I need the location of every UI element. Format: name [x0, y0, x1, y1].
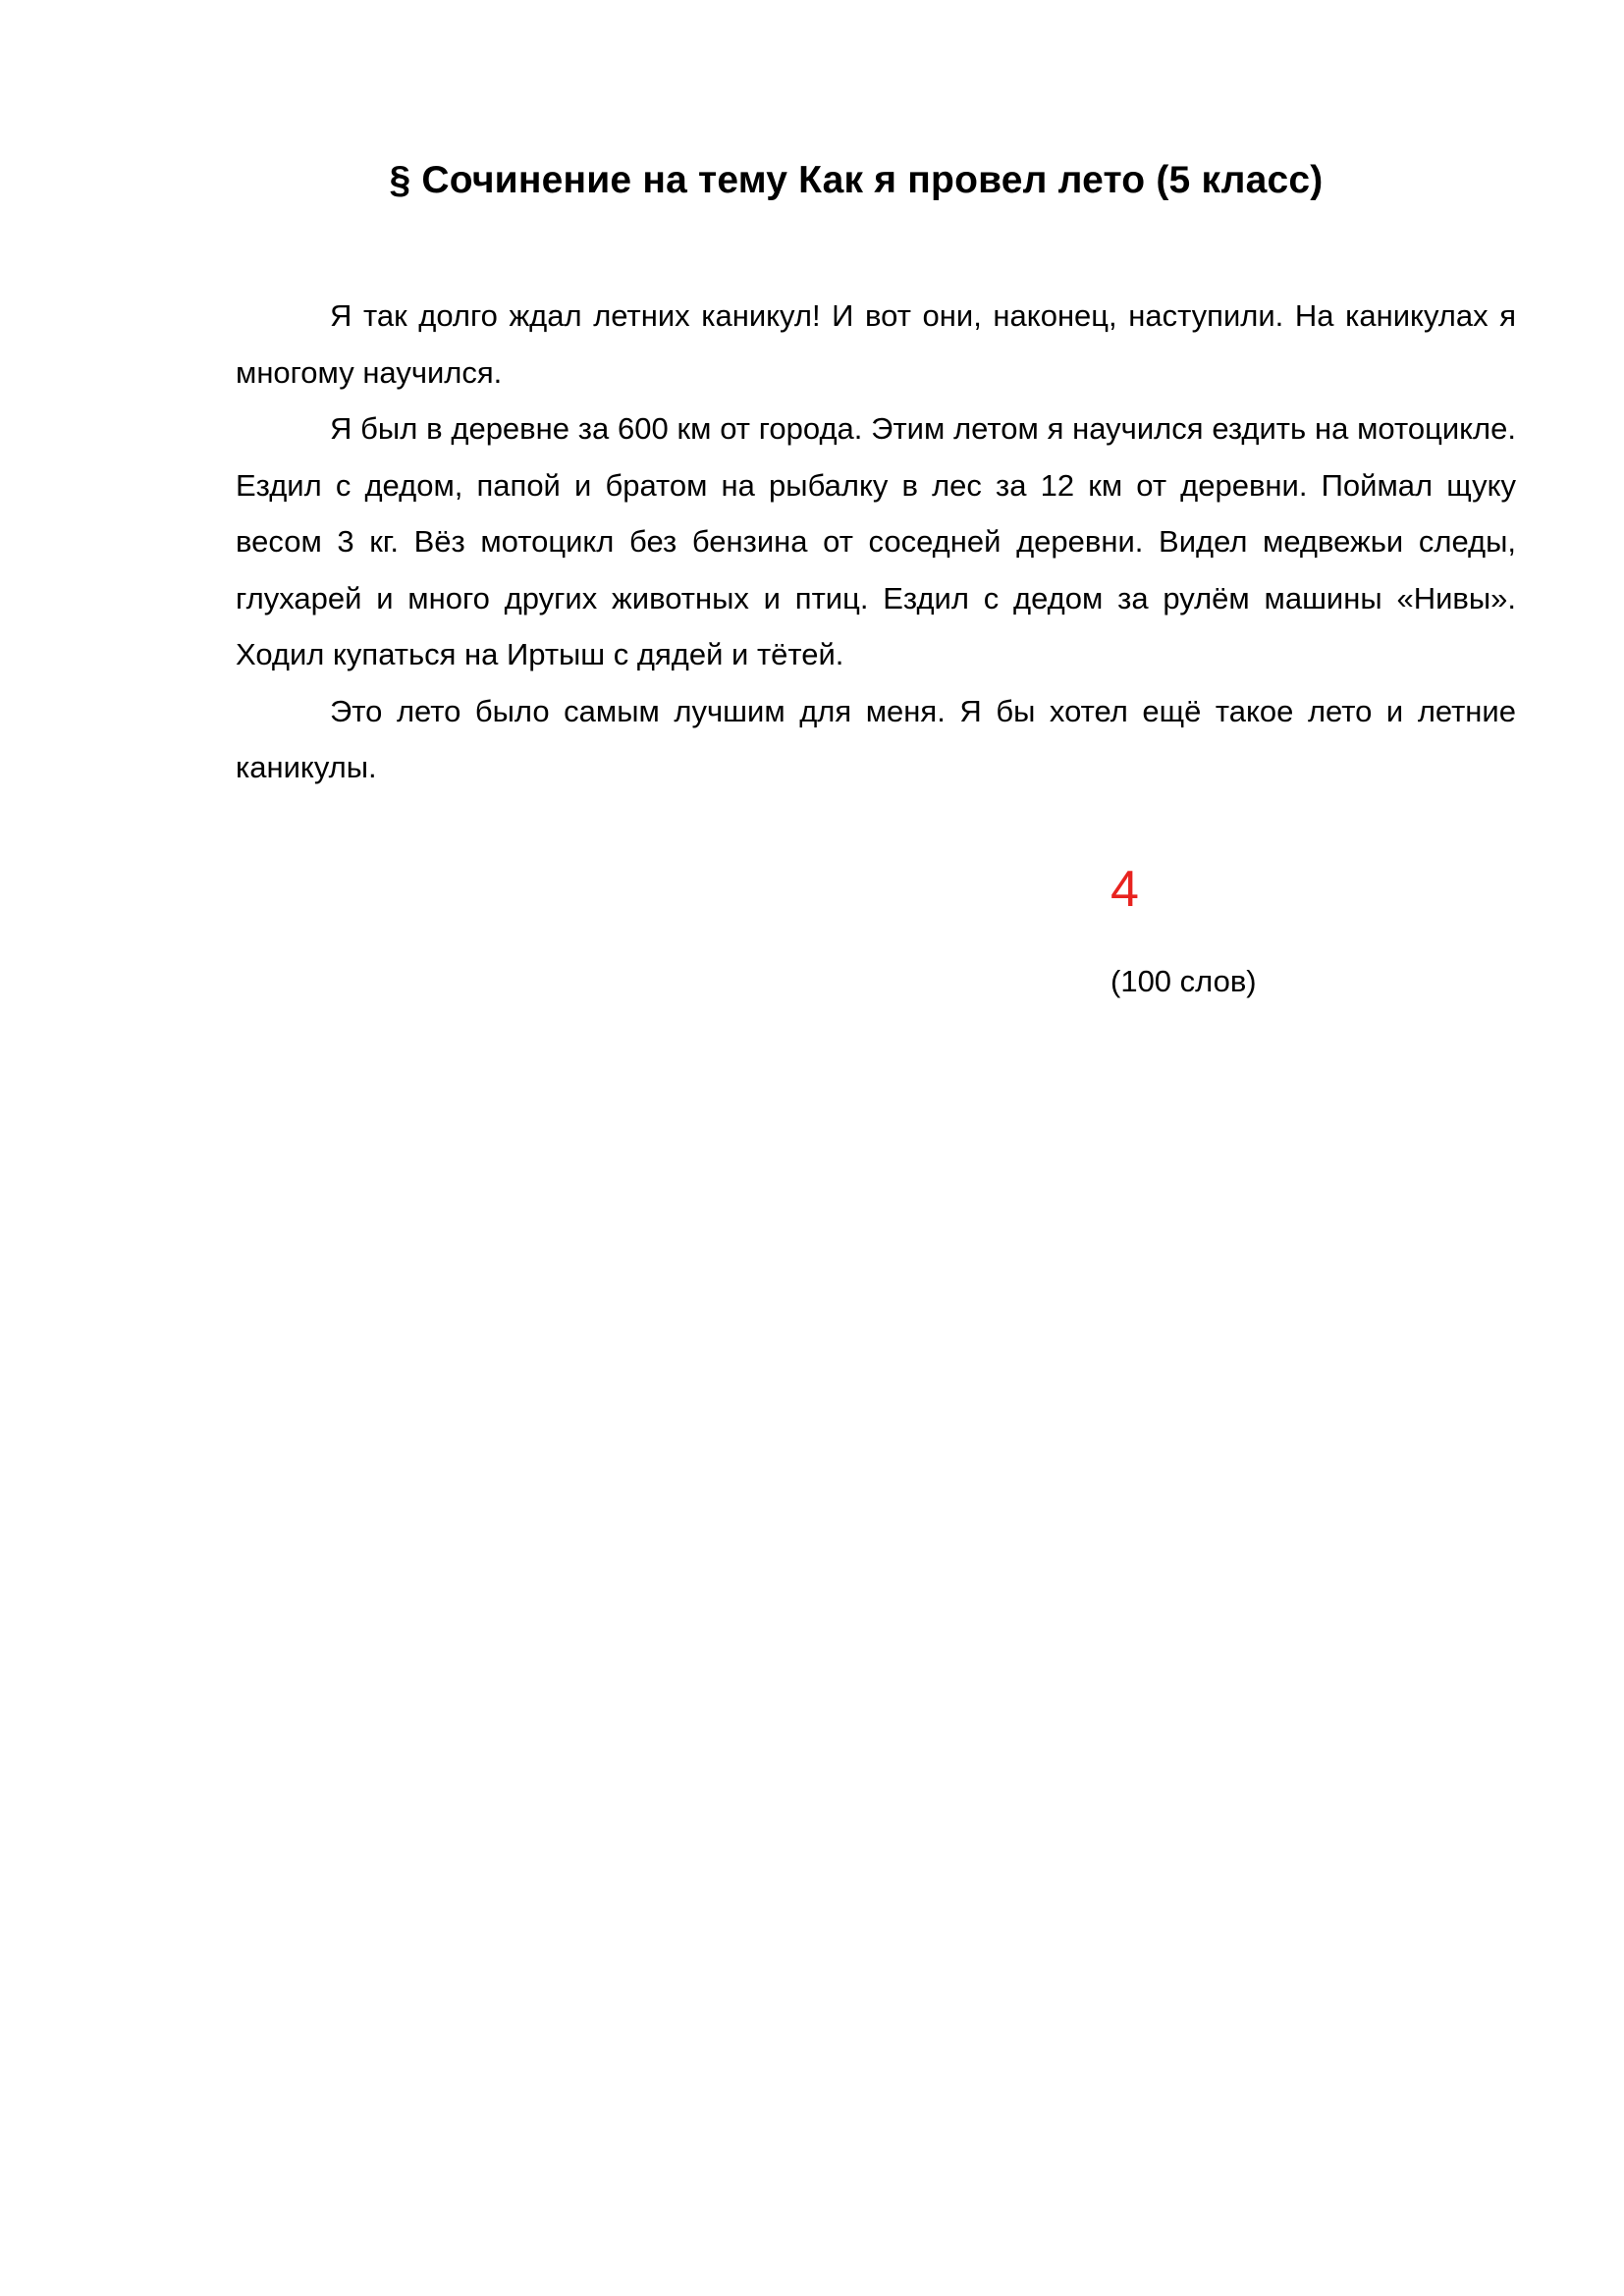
paragraph-1: Я так долго ждал летних каникул! И вот они, наконец, наступили. На каникулах я многому научился.	[236, 298, 1516, 390]
paragraph-2: Я был в деревне за 600 км от города. Этим летом я научился ездить на мотоцикле. Ездил с дедом, папой и братом на рыбалку в лес за 12 км от деревни. Поймал щуку весом 3 кг. Вёз мотоцикл без бензина от соседней деревни. Видел медвежьи следы, глухарей и много других животных и птиц. Ездил с дедом за рулём машины «Нивы». Ходил купаться на Иртыш с дядей и тётей.	[236, 411, 1516, 671]
essay-body	[236, 288, 1516, 796]
paragraph-3: Это лето было самым лучшим для меня. Я бы хотел ещё такое лето и летние каникулы.	[236, 693, 1516, 784]
word-count: (100 слов)	[1110, 964, 1257, 998]
document-title: § Сочинение на тему Как я провел лето (5 класс)	[389, 159, 1324, 201]
grade-mark: 4	[1110, 861, 1139, 918]
